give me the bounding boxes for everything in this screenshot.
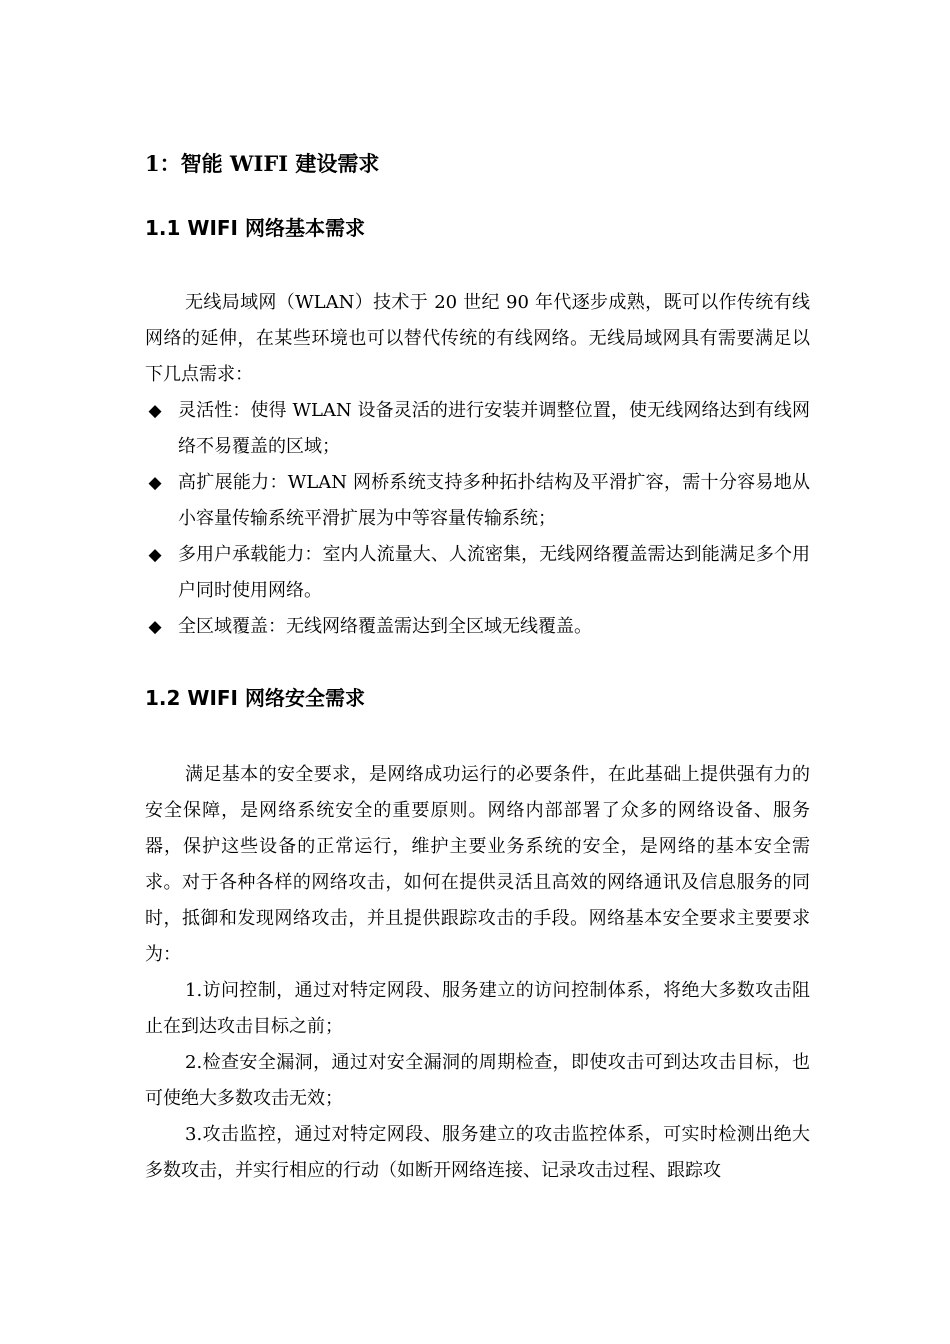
list-item: [145, 537, 810, 609]
numbered-item: 3.攻击监控，通过对特定网段、服务建立的攻击监控体系，可实时检测出绝大多数攻击，并实行相应的行动（如断开网络连接、记录攻击过程、跟踪攻: [145, 1124, 810, 1181]
main-heading: 1：智能 WIFI 建设需求: [145, 151, 380, 176]
diamond-bullet-icon: ◆: [148, 617, 162, 637]
diamond-bullet-icon: ◆: [148, 545, 162, 565]
list-item-text: 高扩展能力：WLAN 网桥系统支持多种拓扑结构及平滑扩容，需十分容易地从小容量传输系统平滑扩展为中等容量传输系统；: [178, 472, 810, 529]
list-item: [145, 465, 810, 537]
section-heading-security-requirements: 1.2 WIFI 网络安全需求: [145, 686, 365, 710]
diamond-bullet-icon: ◆: [148, 401, 162, 421]
basic-requirements-list: [145, 393, 810, 645]
numbered-item: 2.检查安全漏洞，通过对安全漏洞的周期检查，即使攻击可到达攻击目标，也可使绝大多数攻击无效；: [145, 1052, 810, 1109]
security-requirements-list: [145, 973, 810, 1189]
diamond-bullet-icon: ◆: [148, 473, 162, 493]
list-item-text: 全区域覆盖：无线网络覆盖需达到全区域无线覆盖。: [178, 616, 592, 637]
security-requirements-intro: 满足基本的安全要求，是网络成功运行的必要条件，在此基础上提供强有力的安全保障，是网络系统安全的重要原则。网络内部部署了众多的网络设备、服务器，保护这些设备的正常运行，维护主要业务系统的安全，是网络的基本安全需求。对于各种各样的网络攻击，如何在提供灵活且高效的网络通讯及信息服务的同时，抵御和发现网络攻击，并且提供跟踪攻击的手段。网络基本安全要求主要要求为：: [145, 764, 810, 965]
list-item: [145, 393, 810, 465]
list-item-text: 多用户承载能力：室内人流量大、人流密集，无线网络覆盖需达到能满足多个用户同时使用网络。: [178, 544, 810, 601]
section-heading-basic-requirements: 1.1 WIFI 网络基本需求: [145, 216, 365, 240]
numbered-item: 1.访问控制，通过对特定网段、服务建立的访问控制体系，将绝大多数攻击阻止在到达攻击目标之前；: [145, 980, 810, 1037]
basic-requirements-intro: 无线局域网（WLAN）技术于 20 世纪 90 年代逐步成熟，既可以作传统有线网络的延伸，在某些环境也可以替代传统的有线网络。无线局域网具有需要满足以下几点需求：: [145, 292, 810, 385]
list-item: [145, 609, 810, 645]
list-item-text: 灵活性：使得 WLAN 设备灵活的进行安装并调整位置，使无线网络达到有线网络不易覆盖的区域；: [178, 400, 810, 457]
